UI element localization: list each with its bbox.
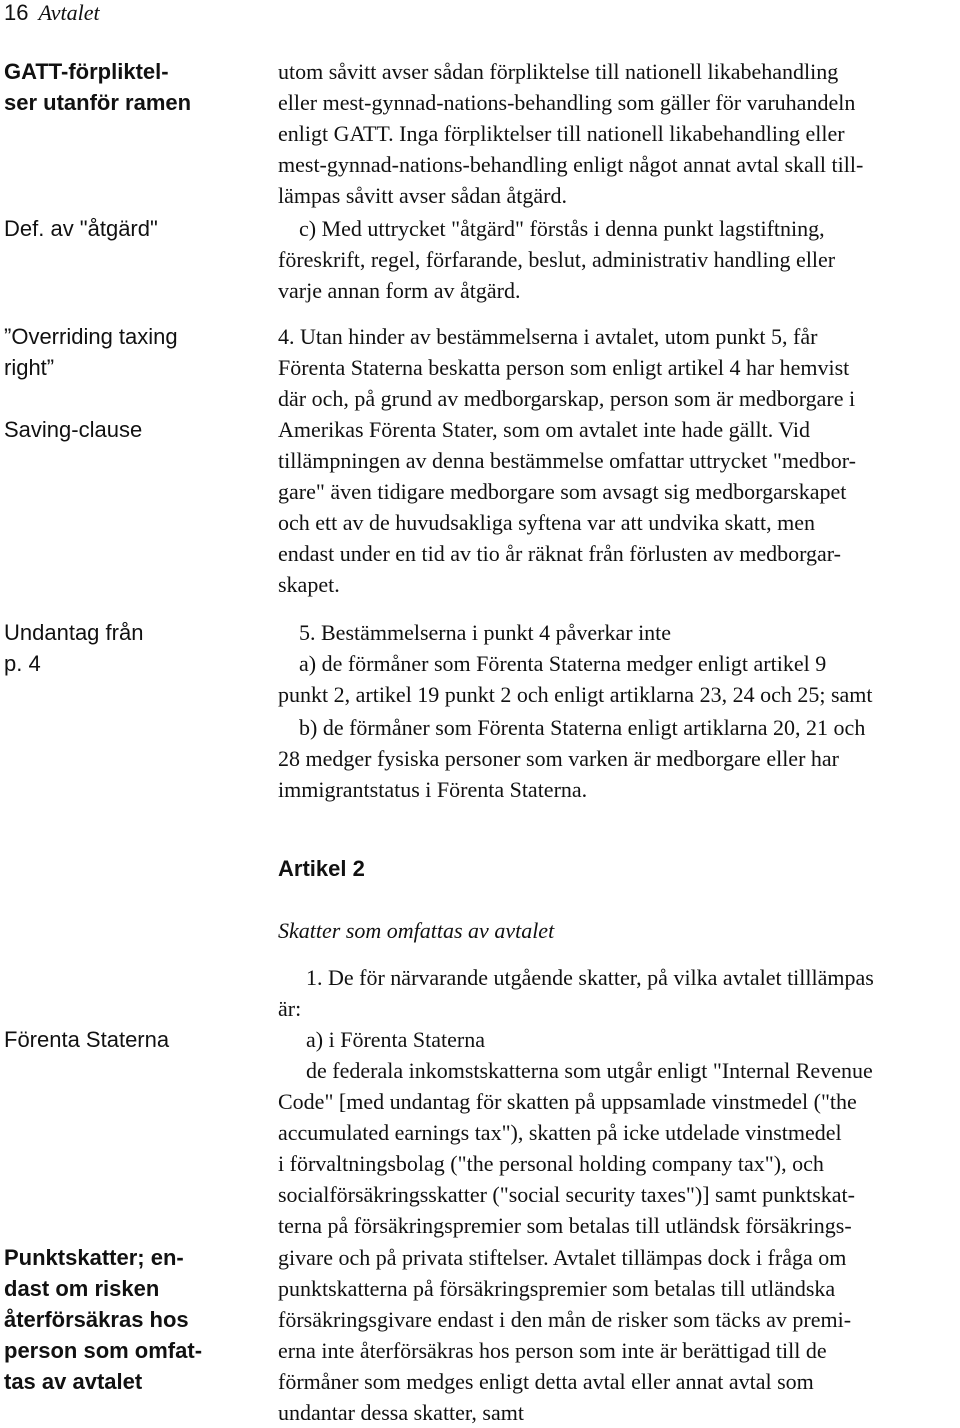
body-line: de federala inkomstskatterna som utgår enligt "Internal Revenue <box>306 1058 873 1083</box>
body-line: Förenta Staterna beskatta person som enligt artikel 4 har hemvist <box>278 355 850 380</box>
page-header <box>4 0 100 26</box>
body-line: och ett av de huvudsakliga syftena var att undvika skatt, men <box>278 510 816 535</box>
body-line: c) Med uttrycket "åtgärd" förstås i denna punkt lagstiftning, <box>299 216 825 241</box>
body-line: förmåner som medges enligt detta avtal eller annat avtal som <box>278 1369 814 1394</box>
body-line: a) de förmåner som Förenta Staterna medger enligt artikel 9 <box>299 651 827 676</box>
margin-note: right” <box>4 355 55 380</box>
body-line: b) de förmåner som Förenta Staterna enligt artiklarna 20, 21 och <box>299 715 866 740</box>
body-line: punktskatterna på försäkringspremier som betalas till utländska <box>278 1276 836 1301</box>
running-title: Avtalet <box>38 0 100 25</box>
margin-note: Punktskatter; en- <box>4 1245 184 1270</box>
body-line: immigrantstatus i Förenta Staterna. <box>278 777 588 802</box>
body-line: punkt 2, artikel 19 punkt 2 och enligt artiklarna 23, 24 och 25; samt <box>278 682 873 707</box>
article-heading: Artikel 2 <box>278 856 365 881</box>
body-line: tillämpningen av denna bestämmelse omfattar uttrycket "medbor- <box>278 448 856 473</box>
body-line: socialförsäkringsskatter ("social security taxes")] samt punktskat- <box>278 1182 855 1207</box>
body-line: mest-gynnad-nations-behandling enligt något annat avtal skall till- <box>278 152 864 177</box>
body-line: där och, på grund av medborgarskap, person som är medborgare i <box>278 386 856 411</box>
margin-note: Def. av "åtgärd" <box>4 216 158 241</box>
body-line: Code" [med undantag för skatten på uppsamlade vinstmedel ("the <box>278 1089 857 1114</box>
body-line: i förvaltningsbolag ("the personal holding company tax"), och <box>278 1151 824 1176</box>
margin-note: Förenta Staterna <box>4 1027 170 1052</box>
margin-note: Undantag från <box>4 620 144 645</box>
body-line: Amerikas Förenta Stater, som om avtalet inte hade gällt. Vid <box>278 417 810 442</box>
body-line: varje annan form av åtgärd. <box>278 278 521 303</box>
body-line: accumulated earnings tax"), skatten på icke utdelade vinstmedel <box>278 1120 842 1145</box>
body-line: föreskrift, regel, förfarande, beslut, administrativ handling eller <box>278 247 836 272</box>
body-line: gare" även tidigare medborgare som avsagt sig medborgarskapet <box>278 479 847 504</box>
body-line: erna inte återförsäkras hos person som inte är berättigad till de <box>278 1338 827 1363</box>
margin-note: ser utanför ramen <box>4 90 192 115</box>
body-line: skapet. <box>278 572 340 597</box>
margin-note: GATT-förpliktel- <box>4 59 169 84</box>
page-number: 16 <box>4 0 29 25</box>
body-line: är: <box>278 996 302 1021</box>
margin-note: person som omfat- <box>4 1338 203 1363</box>
margin-note: tas av avtalet <box>4 1369 143 1394</box>
body-line: 28 medger fysiska personer som varken är medborgare eller har <box>278 746 839 771</box>
body-line: terna på försäkringspremier som betalas till utländsk försäkrings- <box>278 1213 852 1238</box>
article-subheading: Skatter som omfattas av avtalet <box>278 918 555 943</box>
body-line: 5. Bestämmelserna i punkt 4 påverkar inte <box>299 620 672 645</box>
body-line: lämpas såvitt avser sådan åtgärd. <box>278 183 567 208</box>
body-line: enligt GATT. Inga förpliktelser till nationell likabehandling eller <box>278 121 845 146</box>
body-line: givare och på privata stiftelser. Avtalet tillämpas dock i fråga om <box>278 1245 847 1270</box>
margin-note: återförsäkras hos <box>4 1307 189 1332</box>
body-line: a) i Förenta Staterna <box>306 1027 485 1052</box>
margin-note: ”Overriding taxing <box>4 324 178 349</box>
body-line: endast under en tid av tio år räknat från förlusten av medborgar- <box>278 541 841 566</box>
body-line: utom såvitt avser sådan förpliktelse till nationell likabehandling <box>278 59 839 84</box>
margin-note: dast om risken <box>4 1276 160 1301</box>
margin-note: Saving-clause <box>4 417 143 442</box>
body-line: 1. De för närvarande utgående skatter, på vilka avtalet tilllämpas <box>306 965 874 990</box>
margin-note: p. 4 <box>4 651 41 676</box>
body-line: 4. Utan hinder av bestämmelserna i avtalet, utom punkt 5, får <box>278 324 818 349</box>
body-line: undantar dessa skatter, samt <box>278 1400 524 1425</box>
body-line: eller mest-gynnad-nations-behandling som gäller för varuhandeln <box>278 90 856 115</box>
body-line: försäkringsgivare endast i den mån de risker som täcks av premi- <box>278 1307 852 1332</box>
